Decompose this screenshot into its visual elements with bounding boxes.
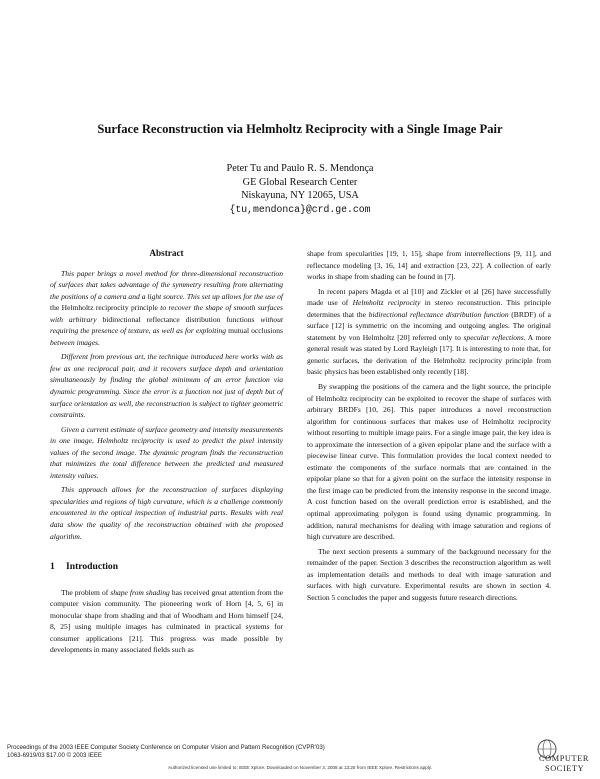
section-heading-introduction: 1 Introduction (50, 561, 119, 573)
abstract-paragraph-3: Given a current estimate of surface geometry and intensity measurements in one image, Helmholtz reciprocity is used to predict the pixel intensity values of the second image. The dynamic program finds the reconstruction that minimizes the total difference between the predicted and measured intensity values. (50, 424, 283, 480)
left-column (50, 248, 283, 659)
proceedings-line: Proceedings of the 2003 IEEE Computer Society Conference on Computer Vision and Pattern Recognition (CVPR'03) (7, 744, 325, 751)
author-names: Peter Tu and Paulo R. S. Mendonça (226, 163, 374, 174)
proceedings-footer (7, 744, 325, 760)
abstract-heading: Abstract (149, 248, 184, 258)
author-block (0, 162, 600, 216)
location: Niskayuna, NY 12065, USA (241, 190, 359, 201)
affiliation: GE Global Research Center (242, 176, 358, 188)
abstract-paragraph-4: This approach allows for the reconstruction of surfaces displaying specularities and regions of high curvature, which is a challenge commonly encountered in the optical inspection of industrial parts. Results with real data show the quality of the reconstruction obtained with the proposed algorithm. (50, 485, 283, 541)
logo-word-computer: COMPUTER (539, 754, 589, 763)
right-column (307, 248, 551, 606)
authorized-use-notice: Authorized licensed use limited to: IEEE Xplore. Downloaded on November 3, 2008 at 13:25 from IEEE Xplore. Restrictions apply. (168, 765, 432, 770)
paper-title: Surface Reconstruction via Helmholtz Reciprocity with a Single Image Pair (97, 122, 503, 136)
abstract-paragraph-1: This paper brings a novel method for three-dimensional reconstruction of surfaces that takes advantage of the symmetry resulting from alternating the positions of a camera and a light source. This set up allows for the use of the Helmholtz reciprocity principle to recover the shape of smooth surfaces with arbitrary bidirectional reflectance distribution functions without requiring the presence of texture, as well as for exploiting mutual occlusions between images. (50, 268, 283, 347)
introduction-paragraph-1: The problem of shape from shading has received great attention from the computer vision community. The pioneering work of Horn [4, 5, 6] in monocular shape from shading and that of Woodham and Horn himself [24, 8, 25] using multiple images has culminated in practical systems for consumer applications [21]. This progress was made possible by developments in many associated fields such as (50, 587, 283, 655)
isbn-line: 1063-6919/03 $17.00 © 2003 IEEE (7, 752, 102, 759)
right-paragraph-0: shape from specularities [19, 1, 15], shape from interreflections [9, 11], and reflectance modeling [3, 16, 14] and extraction [23, 22]. A collection of early works in shape from shading can be found in [7]. (307, 249, 551, 282)
right-paragraph-3: The next section presents a summary of the background necessary for the remainder of the paper. Section 3 describes the reconstruction algorithm as well as implementation details and methods to deal with image saturation and surfaces with high curvature. Experimental results are shown in section 4. Section 5 concludes the paper and suggests future research directions. (307, 546, 551, 602)
right-paragraph-1: In recent papers Magda et al [10] and Zickler et al [26] have successfully made use of Helmholtz reciprocity in stereo reconstruction. This principle determines that the bidirectional reflectance distribution function (BRDF) of a surface [12] is symmetric on the incoming and outgoing angles. The original statement by von Helmholtz [20] referred only to specular reflections. A more general result was stated by Lord Rayleigh [17]. It is interesting to note that, for generic surfaces, the derivation of the Helmholtz reciprocity principle from basic physics has been established only recently [18]. (307, 286, 552, 377)
right-paragraph-2: By swapping the positions of the camera and the light source, the principle of Helmholtz reciprocity can be exploited to recover the shape of surfaces with arbitrary BRDFs [10, 26]. This paper introduces a novel reconstruction algorithm for continuous surfaces that makes use of Helmholtz reciprocity without resorting to multiple image pairs. For a single image pair, the key idea is to approximate the intersection of a given epipolar plane and the surface with a piecewise linear curve. This formulation provides the local context needed to estimate the components of the surface normals that are contained in the epipolar plane so that for a given point on the surface the intensity response in the first image can be predicted from the intensity response in the second image. A cost function based on the overall prediction error is established, and the optimal approximating polygon is found using dynamic programming. In addition, natural mechanisms for dealing with image saturation and regions of high curvature are described. (307, 382, 551, 542)
author-email: {tu,mendonca}@crd.ge.com (229, 203, 371, 215)
abstract-paragraph-2: Different from previous art, the technique introduced here works with as few as one reciprocal pair, and it recovers surface depth and orientation simultaneously by finding the global minimum of an error function via dynamic programming. Since the error is a function not just of depth but of surface orientation as well, the reconstruction is subject to tighter geometric constraints. (50, 352, 283, 420)
logo-word-society: SOCIETY (545, 764, 585, 773)
